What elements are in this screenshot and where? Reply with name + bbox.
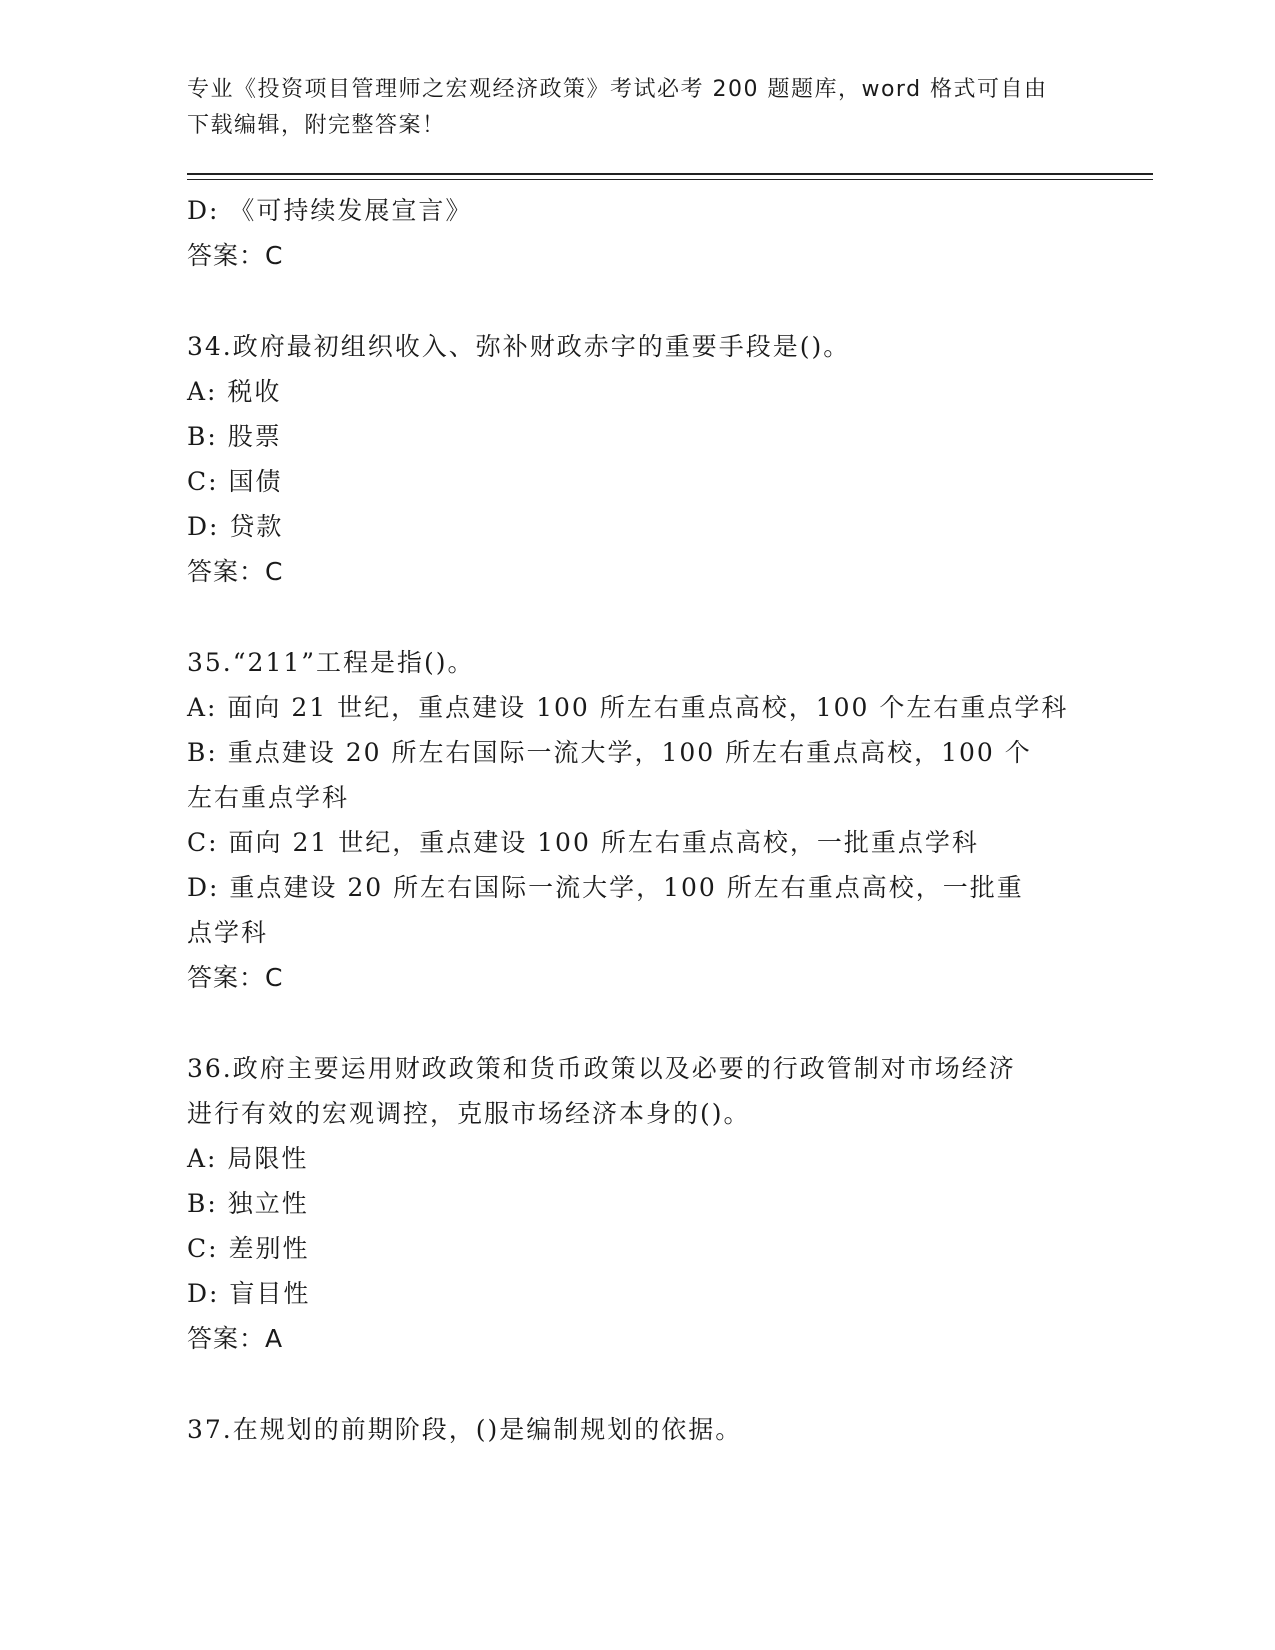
option-c: C: 面向 21 世纪，重点建设 100 所左右重点高校，一批重点学科 [187, 828, 979, 857]
spacer [187, 278, 1087, 324]
option-d: D: 《可持续发展宣言》 [187, 196, 473, 225]
answer-line: 答案：C [187, 963, 284, 992]
header-line-2: 下载编辑，附完整答案！ [187, 113, 446, 138]
question-stem: 36.政府主要运用财政政策和货币政策以及必要的行政管制对市场经济进行有效的宏观调控，克服市场经济本身的()。 [187, 1054, 1016, 1128]
option-b: B: 独立性 [187, 1189, 309, 1218]
option-a: A: 税收 [187, 377, 282, 406]
option-b: B: 股票 [187, 422, 282, 451]
answer-line: 答案：C [187, 241, 284, 270]
spacer [187, 594, 1087, 640]
answer-line: 答案：C [187, 557, 284, 586]
spacer [187, 1361, 1087, 1407]
option-d: D: 贷款 [187, 512, 284, 541]
option-a: A: 面向 21 世纪，重点建设 100 所左右重点高校，100 个左右重点学科 [187, 693, 1069, 722]
option-d: D: 盲目性 [187, 1279, 311, 1308]
spacer [187, 1000, 1087, 1046]
header-rule-thin [187, 179, 1153, 180]
option-c: C: 国债 [187, 467, 283, 496]
option-c: C: 差别性 [187, 1234, 310, 1263]
header-line-1: 专业《投资项目管理师之宏观经济政策》考试必考 200 题题库，word 格式可自由 [187, 77, 1048, 102]
question-stem: 37.在规划的前期阶段，()是编制规划的依据。 [187, 1415, 743, 1444]
option-b: B: 重点建设 20 所左右国际一流大学，100 所左右重点高校，100 个左右重点学科 [187, 738, 1032, 812]
question-stem: 35.“211”工程是指()。 [187, 648, 475, 677]
document-body [187, 188, 1087, 1452]
header-rule-thick [187, 173, 1153, 175]
option-d: D: 重点建设 20 所左右国际一流大学，100 所左右重点高校，一批重点学科 [187, 873, 1024, 947]
document-header [187, 72, 1067, 144]
question-stem: 34.政府最初组织收入、弥补财政赤字的重要手段是()。 [187, 332, 851, 361]
option-a: A: 局限性 [187, 1144, 309, 1173]
answer-line: 答案：A [187, 1324, 284, 1353]
